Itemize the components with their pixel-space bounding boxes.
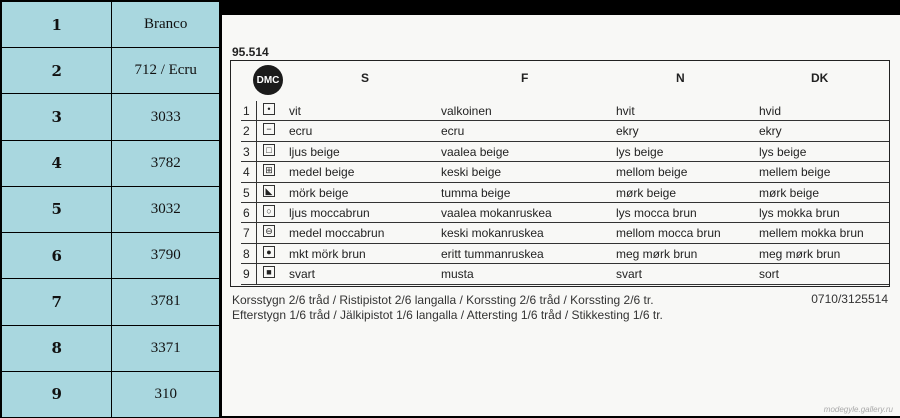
mapping-color-code: 3781 [112,279,220,325]
mapping-row [2,279,220,325]
legend-row [231,142,889,161]
finnish-name: valkoinen [441,104,492,118]
mapping-row [2,2,220,48]
swedish-name: medel beige [289,165,355,180]
backstitch-note: Efterstygn 1/6 tråd / Jälkipistot 1/6 langalla / Attersting 1/6 tråd / Stikkesting 1/6 tr. [232,308,663,322]
danish-name: mellem beige [759,165,831,180]
mapping-color-code: 3371 [112,325,220,371]
norwegian-name: hvit [616,104,635,118]
symbol-icon: ⊖ [263,225,275,237]
legend-row [231,162,889,181]
mapping-number: 7 [2,279,112,325]
mapping-row [2,233,220,279]
row-index: 6 [243,206,250,220]
mapping-row [2,140,220,186]
mapping-row [2,186,220,232]
swedish-name: vit [289,104,301,118]
mapping-color-code: 310 [112,371,220,417]
legend-card [222,15,900,416]
symbol-icon: □ [263,144,275,156]
finnish-name: ecru [441,124,465,139]
finnish-name: tumma beige [441,185,511,200]
mapping-number: 5 [2,186,112,232]
norwegian-name: lys beige [616,144,664,159]
symbol-icon: ◣ [263,185,275,197]
mapping-color-code: 3032 [112,186,220,232]
norwegian-name: meg mørk brun [616,246,698,261]
danish-name: lys mokka brun [759,206,840,220]
row-index: 4 [243,165,250,180]
legend-row [231,101,889,120]
cross-stitch-note: Korsstygn 2/6 tråd / Ristipistot 2/6 langalla / Korssting 2/6 tråd / Korssting 2/6 tr. [232,293,654,307]
danish-name: sort [759,267,780,282]
symbol-icon: − [263,123,275,135]
mapping-row [2,48,220,94]
mapping-number: 2 [2,48,112,94]
legend-row [231,264,889,283]
finnish-name: vaalea mokanruskea [441,206,552,220]
legend-row [231,223,889,242]
finnish-name: eritt tummanruskea [441,246,544,261]
legend-row [231,121,889,140]
mapping-number: 3 [2,94,112,140]
header-norwegian: N [676,71,685,85]
swedish-name: medel moccabrun [289,226,385,241]
legend-row [231,203,889,222]
row-index: 9 [243,267,250,282]
finnish-name: vaalea beige [441,144,510,159]
row-index: 5 [243,185,250,200]
finnish-name: musta [441,267,474,282]
row-index: 8 [243,246,250,261]
swedish-name: svart [289,267,316,282]
color-legend [230,60,890,287]
mapping-color-code: 3790 [112,233,220,279]
danish-name: lys beige [759,144,807,159]
mapping-number: 6 [2,233,112,279]
row-divider [241,284,889,285]
header-swedish: S [361,71,370,85]
row-index: 3 [243,144,250,159]
swedish-name: mkt mörk brun [289,246,366,261]
mapping-number: 8 [2,325,112,371]
danish-name: meg mørk brun [759,246,841,261]
column-divider [256,101,257,285]
pattern-number: 95.514 [232,45,269,59]
mapping-number: 4 [2,140,112,186]
swedish-name: ljus moccabrun [289,206,370,220]
row-index: 2 [243,124,250,139]
mapping-color-code: 712 / Ecru [112,48,220,94]
norwegian-name: mellom mocca brun [616,226,721,241]
danish-name: mørk beige [759,185,820,200]
color-mapping-table [1,1,220,418]
norwegian-name: svart [616,267,643,282]
article-code: 0710/3125514 [811,292,888,306]
mapping-row [2,94,220,140]
row-index: 7 [243,226,250,241]
mapping-color-code: 3033 [112,94,220,140]
symbol-icon: ○ [263,205,275,217]
mapping-color-code: 3782 [112,140,220,186]
row-index: 1 [243,104,250,118]
mapping-row [2,371,220,417]
legend-row [231,183,889,202]
legend-row [231,244,889,263]
symbol-icon: • [263,103,275,115]
mapping-number: 1 [2,2,112,48]
symbol-icon: ■ [263,266,275,278]
finnish-name: keski beige [441,165,502,180]
swedish-name: mörk beige [289,185,349,200]
symbol-icon: ⊞ [263,164,275,176]
norwegian-name: ekry [616,124,639,139]
danish-name: ekry [759,124,782,139]
mapping-number: 9 [2,371,112,417]
norwegian-name: mørk beige [616,185,677,200]
header-finnish: F [521,71,529,85]
norwegian-name: mellom beige [616,165,688,180]
symbol-icon: ● [263,246,275,258]
watermark: modegyle.gallery.ru [823,405,893,414]
mapping-color-code: Branco [112,2,220,48]
mapping-row [2,325,220,371]
danish-name: hvid [759,104,782,118]
norwegian-name: lys mocca brun [616,206,697,220]
swedish-name: ecru [289,124,313,139]
danish-name: mellem mokka brun [759,226,864,241]
header-danish: DK [811,71,829,85]
dmc-logo-icon: DMC [253,65,283,95]
finnish-name: keski mokanruskea [441,226,544,241]
swedish-name: ljus beige [289,144,340,159]
